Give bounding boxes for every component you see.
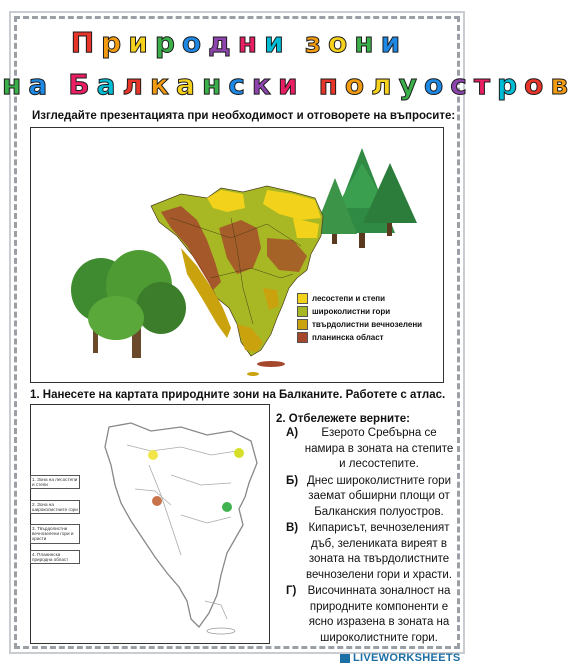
title-letter: н xyxy=(354,26,377,59)
zone-label-3[interactable]: 3. Твърдолистни вечнозелени гори и храсти xyxy=(30,524,80,544)
marker-dot[interactable] xyxy=(148,450,158,460)
option-text: Височинната зоналност на природните компоненти е ясно изразена в зоната на широколистните гори. xyxy=(307,585,451,644)
legend-item: широколистни гори xyxy=(297,305,422,318)
title-letter: а xyxy=(28,68,51,101)
title-line-1 xyxy=(0,26,474,59)
title-letter: а xyxy=(176,68,198,101)
legend-item: лесостепи и степи xyxy=(297,292,422,305)
title-letter: к xyxy=(251,68,274,101)
title-letter: л xyxy=(371,68,395,101)
title-letter: в xyxy=(550,68,572,101)
title-letter: п xyxy=(318,68,341,101)
legend-item: твърдолистни вечнозелени xyxy=(297,318,422,331)
title-letter: и xyxy=(380,26,404,59)
broadleaf-tree-icon xyxy=(71,250,186,358)
legend-swatch xyxy=(297,306,308,317)
title-letter: з xyxy=(304,26,325,59)
title-letter: н xyxy=(201,68,225,101)
title-letter: о xyxy=(328,26,351,59)
marker-dot[interactable] xyxy=(152,496,162,506)
title-letter: о xyxy=(181,26,205,59)
zone-label-1[interactable]: 1. Зона на лесостепи и степи xyxy=(30,475,80,489)
option-letter: В) xyxy=(286,522,299,534)
title-letter: р xyxy=(497,68,521,101)
zone-label-4[interactable]: 4. Планинска природна област xyxy=(30,550,80,564)
title-letter: р xyxy=(154,26,178,59)
title-letter: т xyxy=(473,68,494,101)
title-line-2 xyxy=(0,68,572,101)
title-letter: н xyxy=(237,26,261,59)
marker-dot[interactable] xyxy=(234,448,244,458)
legend-swatch xyxy=(297,332,308,343)
answer-option-a[interactable] xyxy=(274,426,454,473)
question-2 xyxy=(274,413,454,646)
option-letter: А) xyxy=(286,427,299,439)
title-letter: л xyxy=(122,68,147,101)
legend-swatch xyxy=(297,293,308,304)
natural-zones-map xyxy=(30,127,444,383)
title-letter: д xyxy=(208,26,234,59)
title-letter: к xyxy=(150,68,173,101)
title-letter: н xyxy=(2,68,25,101)
conifer-trees-icon xyxy=(313,148,417,248)
title-letter: р xyxy=(101,26,125,59)
answer-option-c[interactable] xyxy=(274,521,454,583)
title-letter: П xyxy=(70,26,98,59)
legend-swatch xyxy=(297,319,308,330)
liveworksheets-logo: LIVEWORKSHEETS xyxy=(340,652,461,664)
title-letter: о xyxy=(423,68,447,101)
zone-label-2[interactable]: 2. Зона на широколистните гори xyxy=(30,500,80,514)
title-letter: Б xyxy=(68,68,93,101)
option-text: Езерото Сребърна се намира в зоната на степите и лесостепите. xyxy=(304,427,454,470)
instruction-text: Изгледайте презентацията при необходимост и отговорете на въпросите: xyxy=(32,110,456,122)
title-letter: с xyxy=(450,68,470,101)
option-text: Кипарисът, вечнозеленият дъб, зелениката виреят в зоната на твърдолистните вечнозелени гори и храсти. xyxy=(306,522,452,581)
title-letter: а xyxy=(96,68,119,101)
logo-icon xyxy=(340,654,350,663)
option-text: Днес широколистните гори заемат обширни площи от Балканския полуостров. xyxy=(306,474,452,518)
title-letter: о xyxy=(524,68,547,101)
title-letter: у xyxy=(398,68,420,101)
legend-item: планинска област xyxy=(297,331,422,344)
title-letter: о xyxy=(344,68,368,101)
title-letter: и xyxy=(277,68,301,101)
balkan-map-icon xyxy=(151,186,323,376)
marker-dot[interactable] xyxy=(222,502,232,512)
question-1-text: 1. Нанесете на картата природните зони на Балканите. Работете с атлас. xyxy=(30,389,446,401)
answer-option-b[interactable] xyxy=(274,474,454,521)
answer-option-d[interactable] xyxy=(274,584,454,646)
option-letter: Г) xyxy=(286,585,297,597)
title-letter: и xyxy=(128,26,151,59)
option-letter: Б) xyxy=(286,474,299,487)
map-legend xyxy=(297,292,422,344)
question-2-title: 2. Отбележете верните: xyxy=(276,413,410,425)
title-letter: с xyxy=(228,68,248,101)
title-letter: и xyxy=(264,26,287,59)
